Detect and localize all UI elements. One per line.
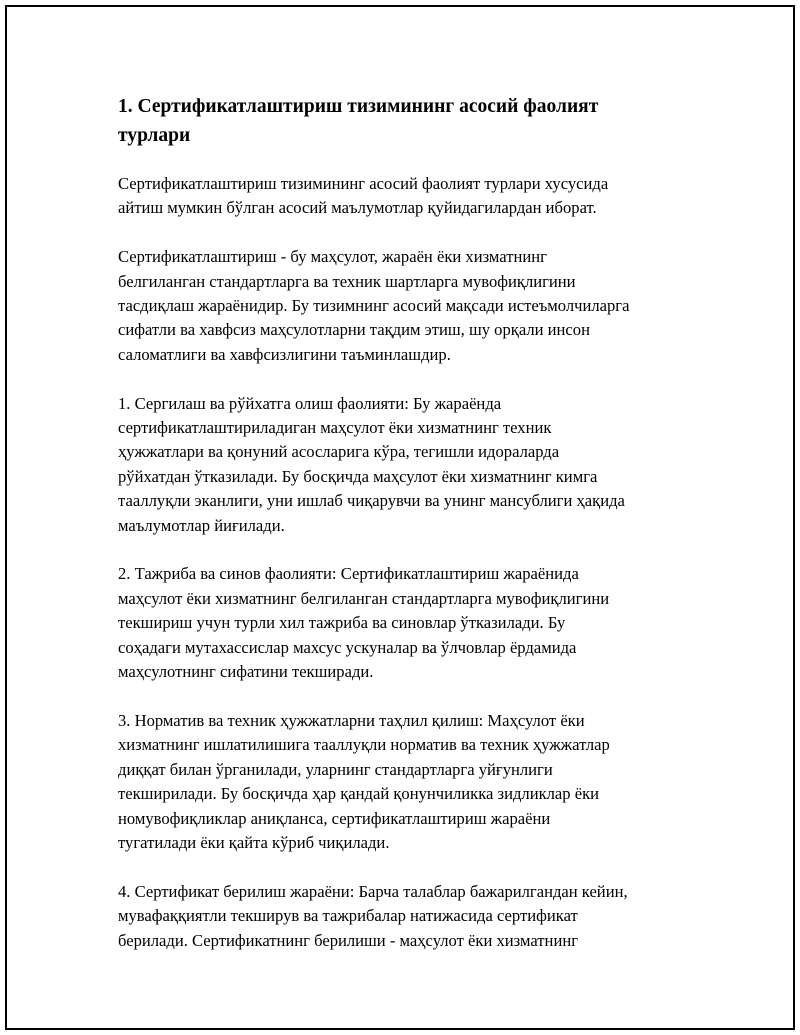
text-line: 1. Сергилаш ва рўйхатга олиш фаолияти: Бу жараёнда: [118, 393, 502, 413]
text-line: Сертификатлаштириш - бу маҳсулот, жараён ёки хизматнинг: [118, 247, 547, 267]
document-body: [118, 92, 698, 977]
text-line: соҳадаги мутахассислар махсус ускуналар ва ўлчовлар ёрдамида: [118, 637, 577, 657]
paragraph-item-4: [118, 880, 698, 953]
text-line: тааллуқли эканлиги, уни ишлаб чиқарувчи ва унинг мансублиги ҳақида: [118, 491, 625, 511]
text-line: маълумотлар йиғилади.: [118, 515, 285, 535]
text-line: саломатлиги ва хавфсизлигини таъминлашдир.: [118, 344, 451, 364]
text-line: берилади. Сертификатнинг берилиши - маҳсулот ёки хизматнинг: [118, 930, 579, 950]
text-line: хизматнинг ишлатилишига тааллуқли норматив ва техник ҳужжатлар: [118, 735, 610, 755]
document-title: [118, 92, 698, 150]
text-line: 2. Тажриба ва синов фаолияти: Сертификатлаштириш жараёнида: [118, 564, 579, 584]
text-line: тасдиқлаш жараёнидир. Бу тизимнинг асосий мақсади истеъмолчиларга: [118, 296, 630, 316]
text-line: ҳужжатлари ва қонуний асосларига кўра, тегишли идораларда: [118, 442, 560, 462]
paragraph-intro: [118, 172, 698, 221]
text-line: маҳсулотнинг сифатини текширади.: [118, 662, 374, 682]
text-line: текширилади. Бу босқичда ҳар қандай қонунчиликка зидликлар ёки: [118, 784, 600, 804]
text-line: диққат билан ўрганилади, уларнинг стандартларга уйғунлиги: [118, 759, 553, 779]
text-line: белгиланган стандартларга ва техник шартларга мувофиқлигини: [118, 271, 576, 291]
title-line-1: 1. Сертификатлаштириш тизимининг асосий фаолият: [118, 96, 599, 117]
text-line: 4. Сертификат берилиш жараёни: Барча талаблар бажарилгандан кейин,: [118, 881, 628, 901]
text-line: мувафаққиятли текширув ва тажрибалар натижасида сертификат: [118, 906, 578, 926]
paragraph-item-1: [118, 392, 698, 538]
text-line: айтиш мумкин бўлган асосий маълумотлар қуйидагилардан иборат.: [118, 198, 597, 218]
paragraph-item-3: [118, 709, 698, 855]
text-line: текшириш учун турли хил тажриба ва синовлар ўтказилади. Бу: [118, 613, 566, 633]
text-line: рўйхатдан ўтказилади. Бу босқичда маҳсулот ёки хизматнинг кимга: [118, 466, 598, 486]
text-line: тугатилади ёки қайта кўриб чиқилади.: [118, 832, 390, 852]
text-line: 3. Норматив ва техник ҳужжатларни таҳлил қилиш: Маҳсулот ёки: [118, 710, 585, 730]
paragraph-definition: [118, 245, 698, 367]
text-line: сертификатлаштириладиган маҳсулот ёки хизматнинг техник: [118, 418, 552, 438]
title-line-2: турлари: [118, 125, 191, 146]
text-line: номувофиқликлар аниқланса, сертификатлаштириш жараёни: [118, 808, 551, 828]
text-line: сифатли ва хавфсиз маҳсулотларни тақдим этиш, шу орқали инсон: [118, 320, 590, 340]
text-line: маҳсулот ёки хизматнинг белгиланган стандартларга мувофиқлигини: [118, 588, 610, 608]
paragraph-item-2: [118, 562, 698, 684]
text-line: Сертификатлаштириш тизимининг асосий фаолият турлари хусусида: [118, 174, 609, 193]
